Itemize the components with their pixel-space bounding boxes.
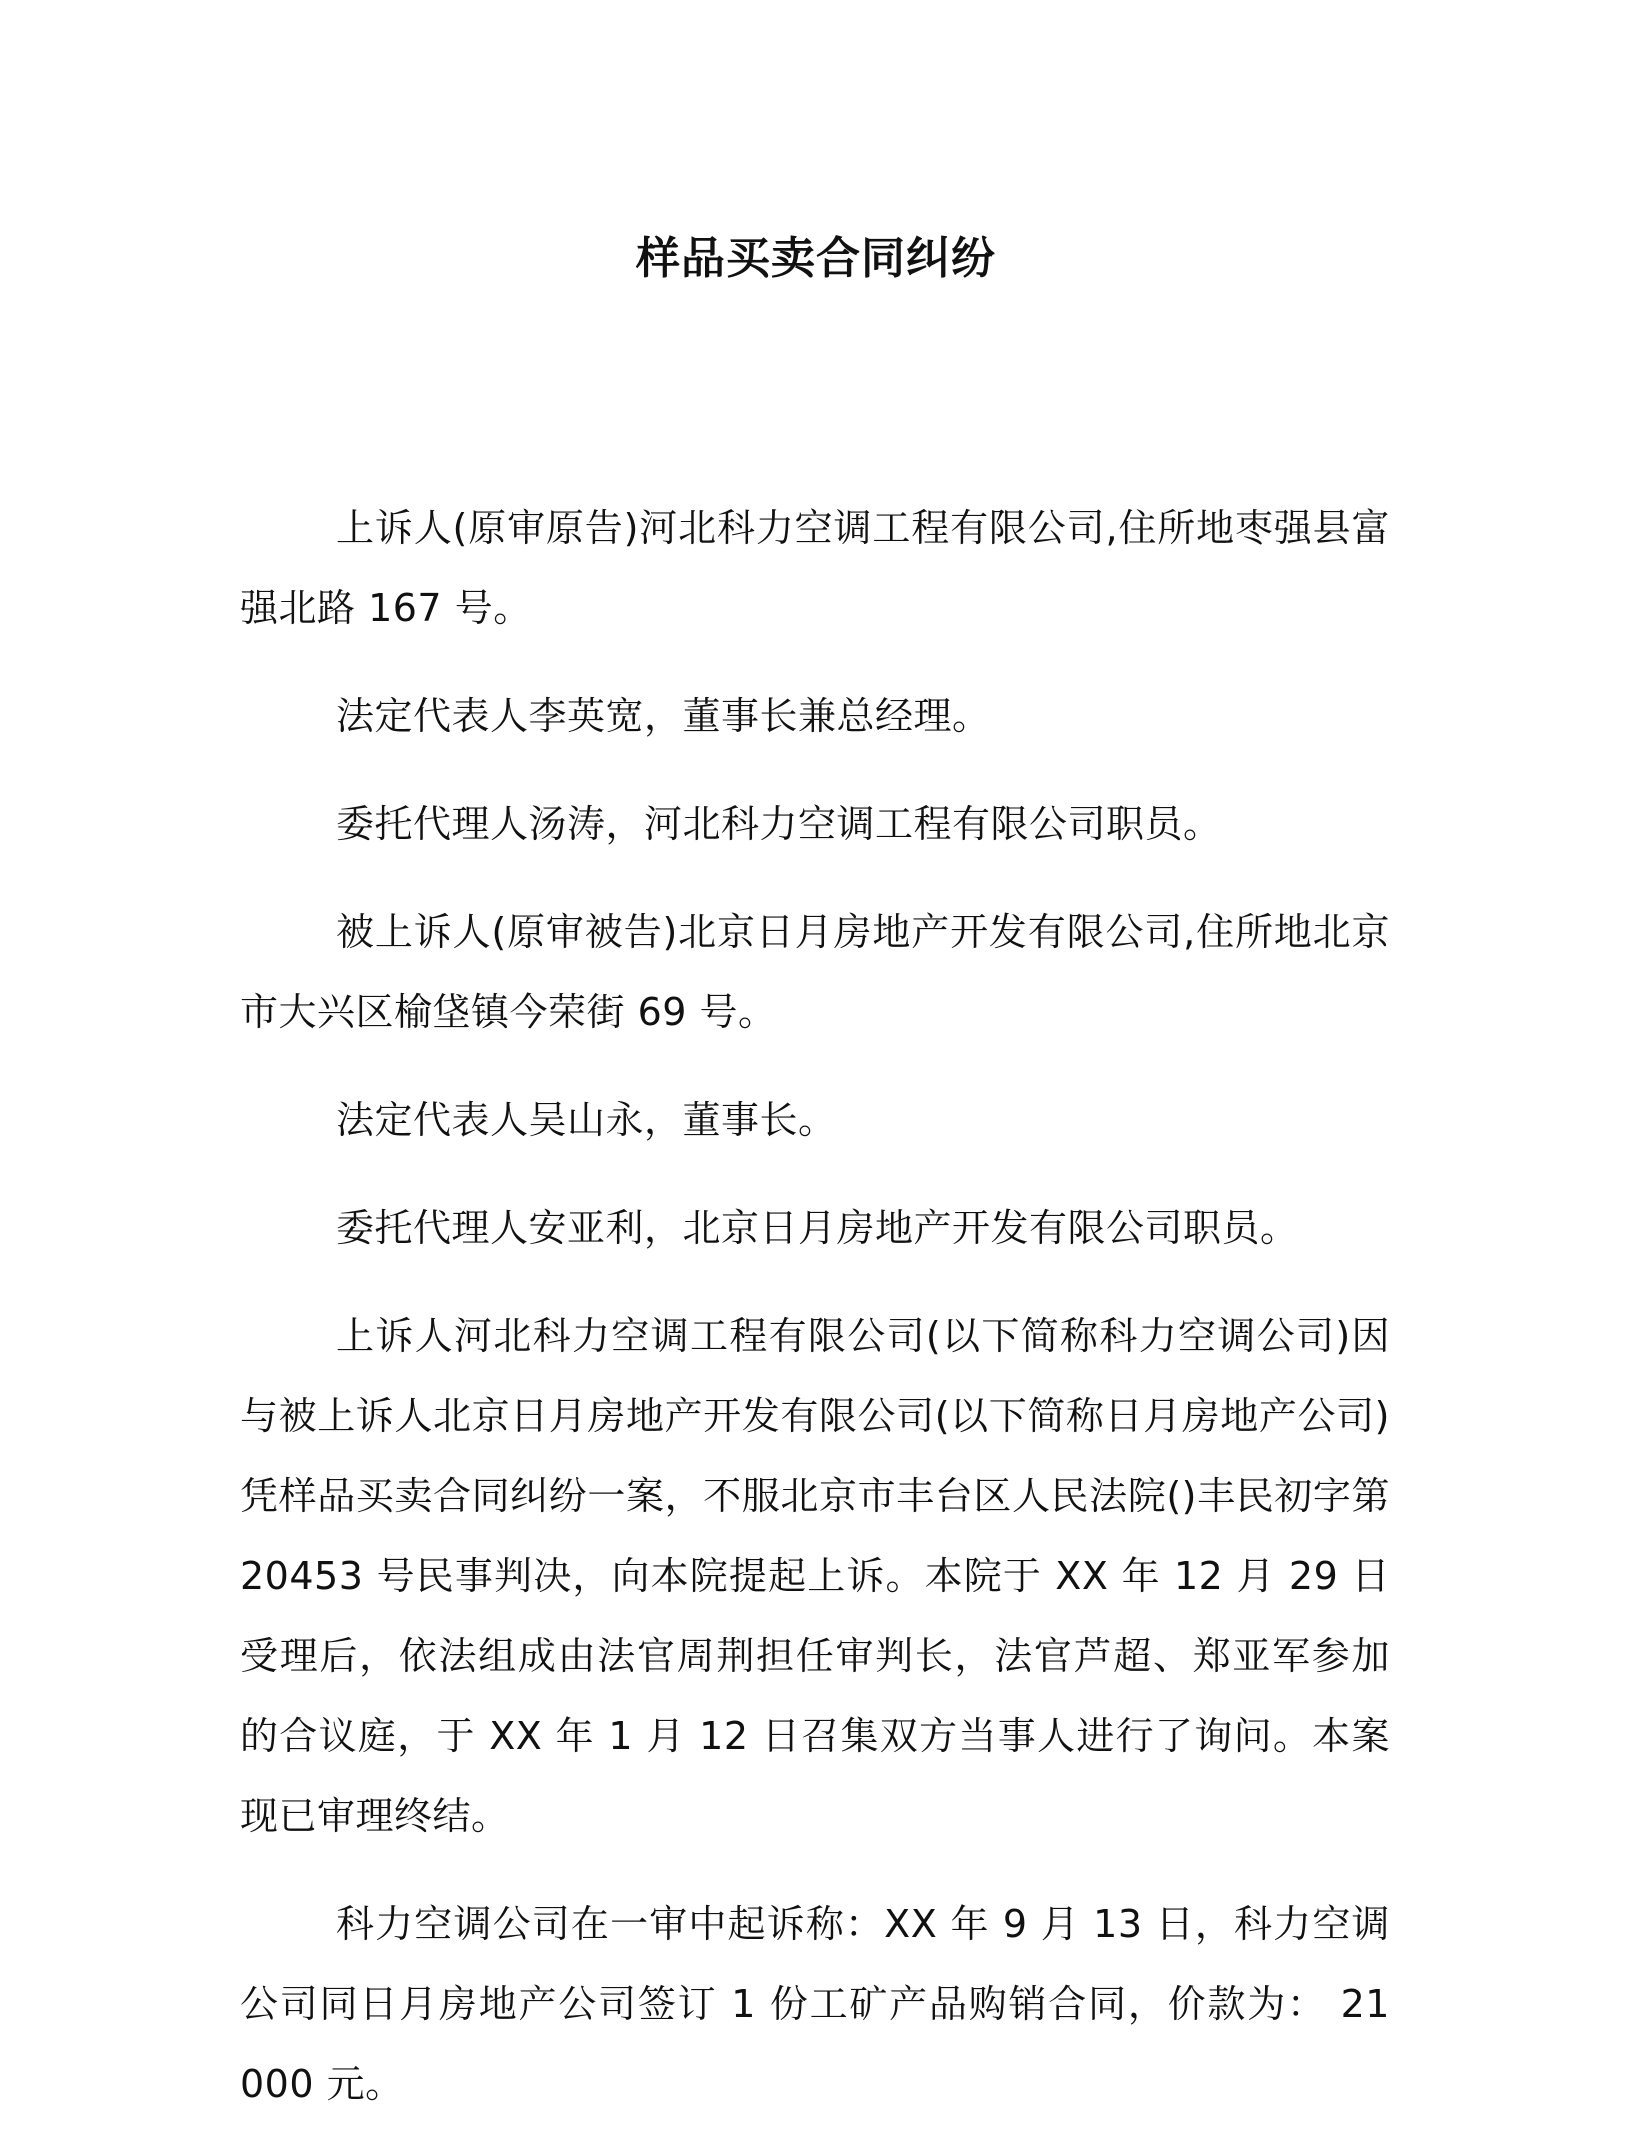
paragraph-case-summary: 上诉人河北科力空调工程有限公司(以下简称科力空调公司)因与被上诉人北京日月房地产开发有限公司(以下简称日月房地产公司)凭样品买卖合同纠纷一案，不服北京市丰台区人民法院()丰民初字第 20453 号民事判决，向本院提起上诉。本院于 XX 年 12 月 29 日受理后，依法组成由法官周荆担任审判长，法官芦超、郑亚军参加的合议庭，于 XX 年 1 月 12 日召集双方当事人进行了询问。本案现已审理终结。 — [240, 1314, 1390, 1838]
paragraph-appellant-legal-rep: 法定代表人李英宽，董事长兼总经理。 — [336, 694, 991, 738]
paragraph-appellant-agent: 委托代理人汤涛，河北科力空调工程有限公司职员。 — [336, 802, 1222, 846]
paragraph-appellant: 上诉人(原审原告)河北科力空调工程有限公司,住所地枣强县富强北路 167 号。 — [240, 506, 1390, 630]
paragraph-appellee-agent: 委托代理人安亚利，北京日月房地产开发有限公司职员。 — [336, 1206, 1299, 1250]
document-title: 样品买卖合同纠纷 — [636, 233, 996, 284]
paragraph-appellee: 被上诉人(原审被告)北京日月房地产开发有限公司,住所地北京市大兴区榆垡镇今荣街 69 号。 — [240, 910, 1390, 1034]
paragraph-appellee-legal-rep: 法定代表人吴山永，董事长。 — [336, 1098, 837, 1142]
paragraph-first-instance-claim: 科力空调公司在一审中起诉称：XX 年 9 月 13 日，科力空调公司同日月房地产公司签订 1 份工矿产品购销合同，价款为： 21 000 元。 — [240, 1902, 1390, 2106]
document-body — [240, 488, 1390, 2152]
